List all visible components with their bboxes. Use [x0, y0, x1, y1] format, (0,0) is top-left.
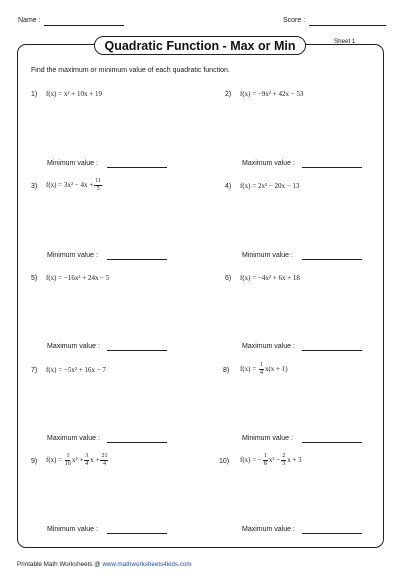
answer-label: Minimum value :: [242, 252, 293, 259]
answer-field[interactable]: [107, 442, 167, 443]
score-label: Score :: [283, 17, 306, 24]
footer-link[interactable]: www.mathworksheets4kids.com: [102, 561, 192, 568]
problem-number: 4): [225, 183, 232, 190]
problem-expression: f(x) = −5x² + 16x − 7: [46, 366, 106, 374]
answer-label: Maximum value :: [242, 526, 295, 533]
problem-number: 7): [31, 367, 38, 374]
answer-field[interactable]: [302, 442, 362, 443]
sheet-label: Sheet 1: [334, 38, 356, 45]
answer-field[interactable]: [107, 167, 167, 168]
answer-label: Maximum value :: [47, 435, 100, 442]
answer-field[interactable]: [107, 259, 167, 260]
problem-number: 9): [31, 458, 38, 465]
problem-number: 3): [31, 183, 38, 190]
answer-label: Maximum value :: [47, 343, 100, 350]
problem-number: 6): [225, 275, 232, 282]
problem-number: 5): [31, 275, 38, 282]
footer: [17, 561, 192, 568]
problem-expression: f(x) = − $\frac{1}{8}$ x² − $\frac{2}{3}$ x + 3: [240, 453, 302, 467]
problem-number: 1): [31, 91, 38, 98]
problem-expression: f(x) = −4x² + 6x + 18: [240, 274, 300, 282]
score-field[interactable]: [309, 25, 386, 26]
problem-number: 10): [219, 458, 230, 465]
problem-expression: f(x) = x² + 10x + 19: [46, 90, 102, 98]
answer-label: Minimum value :: [242, 435, 293, 442]
answer-field[interactable]: [107, 533, 167, 534]
problem-expression: f(x) = 3x² − 4x + $\frac{11}{5}$: [46, 178, 101, 192]
problem-number: 2): [225, 91, 232, 98]
instructions: Find the maximum or minimum value of each quadratic function.: [31, 67, 230, 74]
problem-expression: f(x) = $\frac{1}{4}$ x(x + 1): [240, 362, 288, 376]
answer-field[interactable]: [107, 350, 167, 351]
problem-expression: f(x) = $\frac{1}{16}$ x² + $\frac{3}{4}$ x + $\frac{21}{4}$: [46, 453, 108, 467]
name-label: Name :: [18, 17, 41, 24]
answer-field[interactable]: [302, 259, 362, 260]
problem-number: 8): [223, 367, 230, 374]
answer-label: Maximum value :: [242, 160, 295, 167]
answer-field[interactable]: [302, 533, 362, 534]
problem-expression: f(x) = −9x² + 42x − 53: [240, 90, 304, 98]
footer-text: Printable Math Worksheets @: [17, 561, 103, 568]
name-field[interactable]: [44, 25, 124, 26]
problem-expression: f(x) = −16x² + 24x − 5: [46, 274, 110, 282]
worksheet-frame: [17, 44, 384, 548]
answer-field[interactable]: [302, 350, 362, 351]
problem-expression: f(x) = 2x² − 20x − 13: [240, 182, 300, 190]
answer-field[interactable]: [302, 167, 362, 168]
answer-label: Minimum value :: [47, 252, 98, 259]
answer-label: Minimum value :: [47, 526, 98, 533]
answer-label: Minimum value :: [47, 160, 98, 167]
answer-label: Maximum value :: [242, 343, 295, 350]
page-title: Quadratic Function - Max or Min: [94, 36, 306, 55]
